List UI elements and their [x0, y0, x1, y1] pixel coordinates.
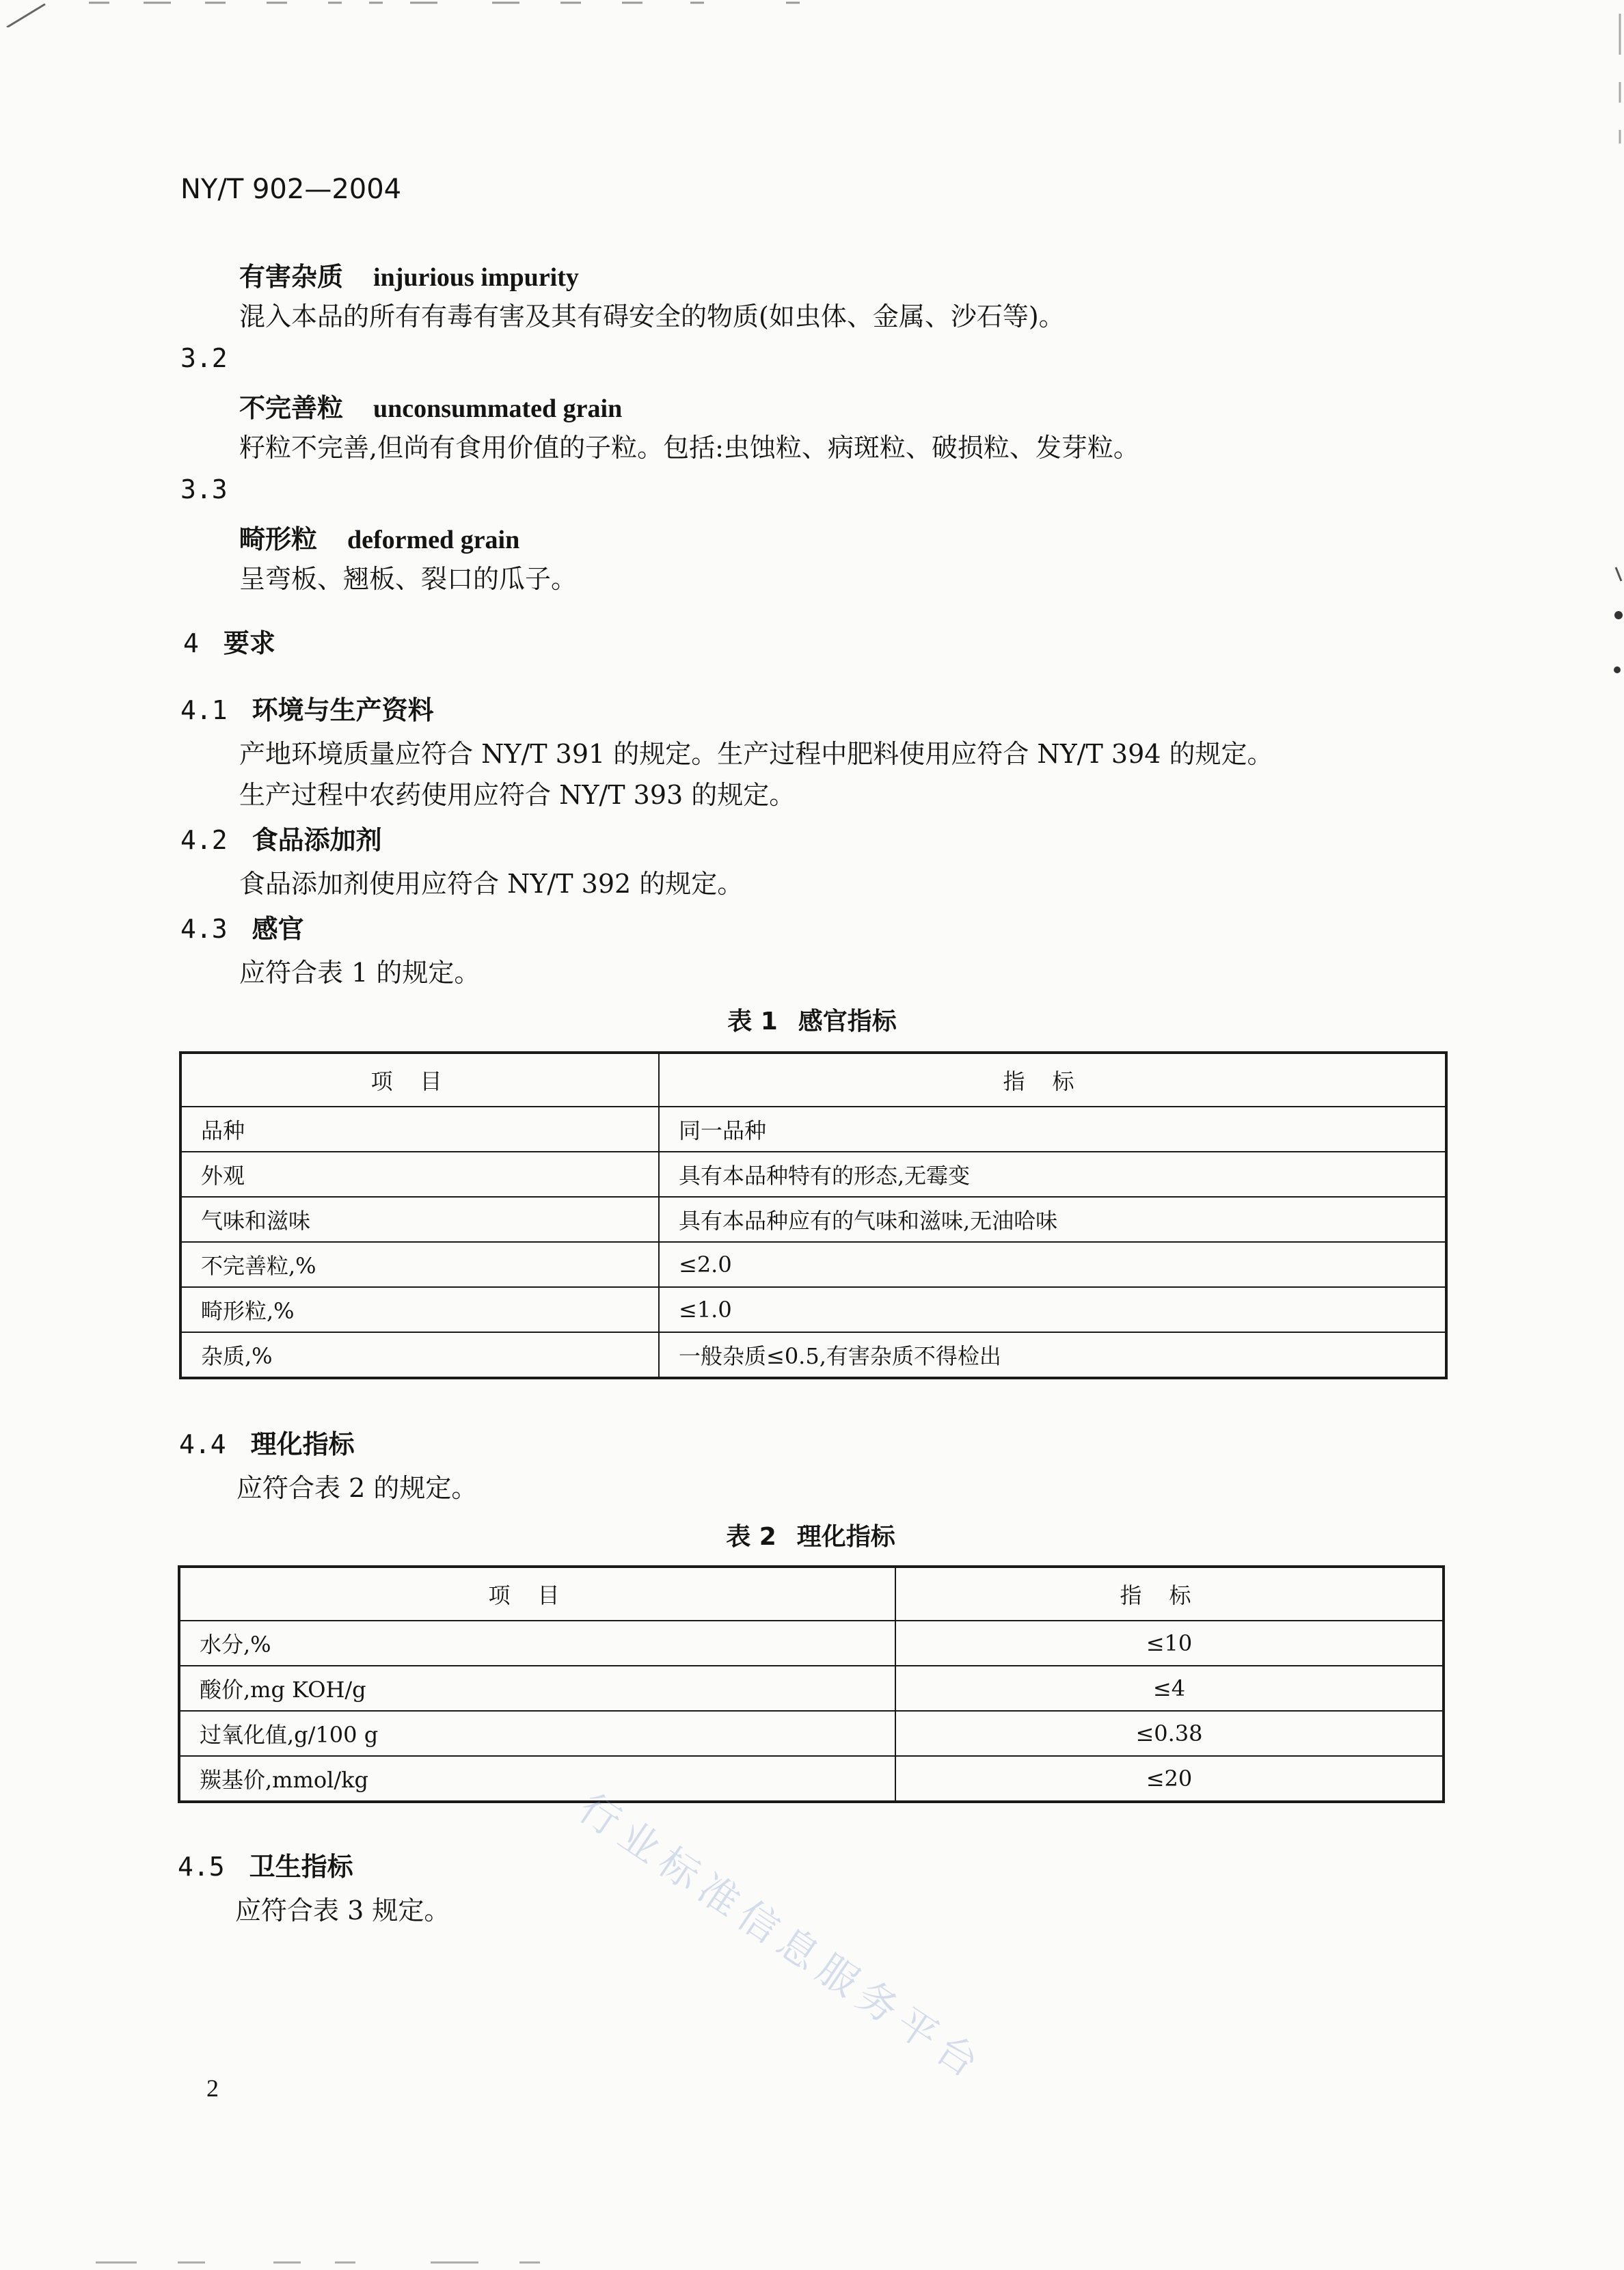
- table-cell: 不完善粒,%: [180, 1242, 659, 1287]
- definition-text: 籽粒不完善,但尚有食用价值的子粒。包括:虫蚀粒、病斑粒、破损粒、发芽粒。: [239, 433, 1139, 463]
- section-title: 卫生指标: [249, 1852, 353, 1882]
- table-cell: 畸形粒,%: [180, 1287, 659, 1332]
- section-number: 4.1: [180, 695, 228, 725]
- column-header-indicator: 指标: [659, 1053, 1446, 1107]
- term-zh: 有害杂质: [239, 262, 344, 292]
- section-4-1-text-line1: 产地环境质量应符合 NY/T 391 的规定。生产过程中肥料使用应符合 NY/T 394 的规定。: [239, 739, 1273, 769]
- section-title: 环境与生产资料: [252, 695, 434, 725]
- section-number: 4.5: [178, 1852, 225, 1882]
- section-number: 4: [183, 628, 199, 658]
- section-heading-4-1: [180, 689, 434, 727]
- table-row: [180, 1197, 1446, 1242]
- table-header-row: [179, 1567, 1444, 1621]
- table-cell: 杂质,%: [180, 1332, 659, 1378]
- column-header-item: 项目: [180, 1053, 659, 1107]
- term-en: injurious impurity: [373, 263, 579, 292]
- section-4-2-text: 食品添加剂使用应符合 NY/T 392 的规定。: [239, 869, 744, 899]
- table-cell: 外观: [180, 1152, 659, 1197]
- section-number: 4.3: [180, 914, 228, 944]
- table-cell: 气味和滋味: [180, 1197, 659, 1242]
- table-row: [179, 1711, 1444, 1756]
- table-cell: 具有本品种应有的气味和滋味,无油哈味: [659, 1197, 1446, 1242]
- watermark: 行业标准信息服务平台: [570, 1784, 994, 2091]
- table-number: 表 1: [727, 1008, 778, 1036]
- column-header-item: 项目: [179, 1567, 895, 1621]
- table-row: [180, 1287, 1446, 1332]
- table-row: [179, 1621, 1444, 1666]
- section-title: 食品添加剂: [252, 825, 382, 855]
- table-row: [179, 1666, 1444, 1711]
- definition-text: 混入本品的所有有毒有害及其有碍安全的物质(如虫体、金属、沙石等)。: [239, 301, 1065, 332]
- scan-top-edge: [0, 0, 1624, 27]
- section-number: 4.4: [179, 1429, 226, 1459]
- section-heading-4-3: [180, 908, 304, 945]
- section-4-4-text: 应符合表 2 的规定。: [236, 1473, 478, 1503]
- table-row: [180, 1152, 1446, 1197]
- table-number: 表 2: [726, 1523, 776, 1551]
- term-deformed-grain: [239, 518, 519, 556]
- table-row: [180, 1107, 1446, 1152]
- table-1-caption: [180, 1002, 1444, 1037]
- document-id: NY/T 902—2004: [180, 174, 402, 205]
- section-heading-4: [183, 622, 275, 660]
- section-4-3-text: 应符合表 1 的规定。: [239, 958, 481, 988]
- term-zh: 不完善粒: [239, 393, 344, 423]
- table-header-row: [180, 1053, 1446, 1107]
- table-cell: 羰基价,mmol/kg: [179, 1756, 895, 1802]
- table-row: [179, 1756, 1444, 1802]
- scan-right-edge: [1603, 0, 1624, 2270]
- section-title: 感官: [252, 914, 304, 944]
- table-cell: ≤4: [895, 1666, 1444, 1711]
- table-row: [180, 1242, 1446, 1287]
- term-unconsummated-grain: [239, 387, 622, 424]
- table-cell: 酸价,mg KOH/g: [179, 1666, 895, 1711]
- table-cell: 水分,%: [179, 1621, 895, 1666]
- table-title: 感官指标: [798, 1008, 897, 1036]
- clause-number: 3.3: [180, 474, 228, 504]
- table-cell: 一般杂质≤0.5,有害杂质不得检出: [659, 1332, 1446, 1378]
- section-heading-4-5: [178, 1846, 353, 1883]
- section-heading-4-2: [180, 819, 382, 856]
- scan-bottom-edge: [0, 2249, 1624, 2270]
- table-cell: 具有本品种特有的形态,无霉变: [659, 1152, 1446, 1197]
- term-en: unconsummated grain: [373, 394, 623, 423]
- term-injurious-impurity: [239, 256, 579, 293]
- clause-number: 3.2: [180, 343, 228, 373]
- section-4-1-text-line2: 生产过程中农药使用应符合 NY/T 393 的规定。: [239, 780, 796, 810]
- term-en: deformed grain: [347, 526, 520, 554]
- table-cell: ≤0.38: [895, 1711, 1444, 1756]
- table-cell: 过氧化值,g/100 g: [179, 1711, 895, 1756]
- table-title: 理化指标: [796, 1523, 895, 1551]
- table-cell: 同一品种: [659, 1107, 1446, 1152]
- table-2-physicochemical: [178, 1565, 1445, 1803]
- table-row: [180, 1332, 1446, 1378]
- section-number: 4.2: [180, 825, 228, 855]
- table-cell: ≤20: [895, 1756, 1444, 1802]
- table-cell: ≤2.0: [659, 1242, 1446, 1287]
- table-cell: ≤10: [895, 1621, 1444, 1666]
- page-number: 2: [206, 2075, 219, 2102]
- table-2-caption: [179, 1517, 1442, 1552]
- table-cell: ≤1.0: [659, 1287, 1446, 1332]
- table-cell: 品种: [180, 1107, 659, 1152]
- section-4-5-text: 应符合表 3 规定。: [235, 1895, 450, 1926]
- section-title: 要求: [223, 628, 275, 658]
- section-title: 理化指标: [250, 1429, 355, 1459]
- term-zh: 畸形粒: [239, 524, 318, 554]
- section-heading-4-4: [179, 1423, 355, 1461]
- definition-text: 呈弯板、翘板、裂口的瓜子。: [239, 564, 578, 594]
- table-1-sensory: [179, 1051, 1448, 1379]
- column-header-indicator: 指标: [895, 1567, 1444, 1621]
